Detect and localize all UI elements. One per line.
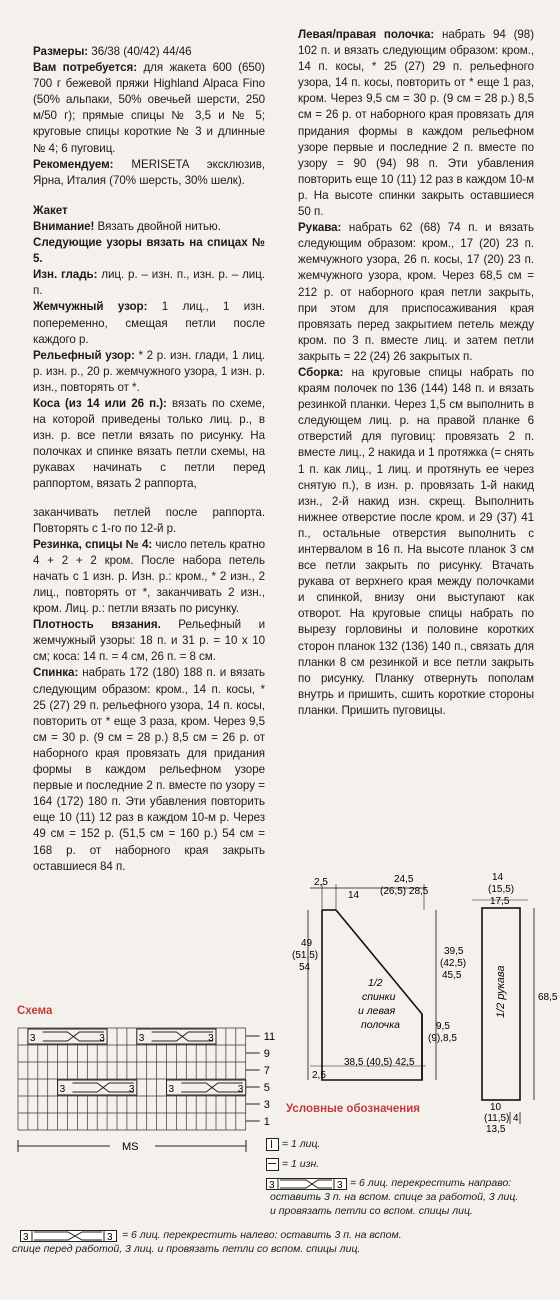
sleeve-label: Рукава: (298, 221, 342, 235)
recommend-value: MERISETA эксклюзив, Ярна, Италия (70% шерсть, 30% шелк). (33, 157, 265, 187)
relief-label: Рельефный узор: (33, 348, 135, 362)
legend-cross-right-text: = 6 лиц. перекрестить направо: оставить 3 п. на вспом. спице за работой, 3 лиц. и провязать петли со вспом. спицы лиц. (270, 1177, 519, 1217)
dim-left-height: 49 (51,5) 54 (292, 938, 319, 973)
dim-top-14: 14 (348, 890, 360, 901)
dim-sleeve-small: 4 (513, 1113, 519, 1124)
cable-cross-cell (58, 1080, 137, 1095)
cell-3-label: 3 (337, 1180, 343, 1191)
sizes-label: Размеры: (33, 45, 89, 58)
knit-symbol-icon (266, 1138, 279, 1151)
body-piece-label: 1/2 спинки и левая полочка (358, 977, 400, 1031)
legend-knit-text: = 1 лиц. (281, 1138, 321, 1150)
front-value: набрать 94 (98) 102 п. и вязать следующим образом: кром., 14 п. косы, * 25 (27) 29 п. рельефного узора, 14 п. косы, повторить от * еще 1 раз, кром. Через 9,5 см = 30 р. (9 см = 28 р.) 8,5 см = 26 р. от наборного края провязать для придания формы в каждом рельефном узоре первые и последние 2 п. вместе по узору = 90 (94) 98 п. Эти убавления повторить еще 10 (11) 12 раз в каждом 10-м р. На высоте спинки закрыть оставшиеся 50 п. (298, 28, 535, 219)
schema-row-number: 7 (263, 1065, 270, 1077)
purl-symbol-icon (266, 1158, 279, 1171)
cell-3-label: 3 (128, 1084, 135, 1095)
relief-value: * 2 р. изн. глади, 1 лиц. р. изн. р., 20 р. жемчужного узора, 1 изн. р. изн., повторять от *. (33, 348, 266, 394)
cell-3-label: 3 (59, 1084, 66, 1095)
cable-cross-cell (28, 1029, 107, 1044)
rapport-label: MS (122, 1141, 139, 1153)
cell-3-label: 3 (29, 1033, 36, 1044)
dim-small-right: 9,5 (9),8,5 (428, 1021, 457, 1044)
dim-sleeve-bottom: 10 (11,5) 13,5 (484, 1102, 510, 1135)
schema-title: Схема (17, 1005, 53, 1017)
cable-cross-cell (167, 1080, 246, 1095)
pearl-label: Жемчужный узор: (33, 300, 148, 314)
cell-3-label: 3 (99, 1033, 105, 1044)
legend-title: Условные обозначения (286, 1103, 421, 1115)
recommend-label: Рекомендуем: (33, 157, 114, 171)
sleeve-value: набрать 62 (68) 74 п. и вязать следующим образом: кром., 17 (20) 23 п. жемчужного узора, 26 п. косы, 17 (20) 23 п. жемчужного узора, кром. Через 68,5 см = 212 р. от наборного края петли закрыть, при этом для приспосаживания края провязать перед закрытием петель между кром. по 3 п. вместе лиц. и затем петли закрыть = 22 (24) 26 закрытых п. (298, 221, 534, 363)
right-text-column (298, 27, 534, 719)
schema-row-number: 3 (263, 1099, 270, 1111)
dim-sleeve-height: 68,5 (538, 992, 558, 1003)
front-label: Левая/правая полочка: (298, 28, 435, 41)
legend-purl-text: = 1 изн. (281, 1158, 320, 1170)
rib-value: число петель кратно 4 + 2 + 2 кром. После набора петель начать с 1 изн. р. Изн. р.: кром., * 2 изн., 2 лиц., повторять от *, заканчивать 2 изн., кром. Лиц. р.: петли вязать по рисунку. (33, 537, 266, 616)
knitting-schema-grid (10, 1024, 276, 1159)
attention-label: Внимание! (33, 219, 95, 233)
assembly-value: на круговые спицы набрать по краям полочек по 136 (144) 148 п. и вязать резинкой планки. Через 1,5 см выполнить в следующем лиц. р. на правой планке 6 отверстий для пуговиц: провязать 2 п. вместе лиц., 2 накида и 1 протяжка (= снять 1 п. как лиц., 1 лиц. и протянуть ее через снятую п.), в изн. р. провязать 1-й накид изн., 2-й накид изн. скрещ. Выполнить нижнее отверстие после кром. и 29 (37) 41 п., остальные отверстия выполнить с интервалом в 16 п. На высоте планок 3 см все петли закрыть по рисунку. Втачать рукава от верхнего края между полочками и спинкой, внизу они выступают как отворот. На круговые спицы набрать по вырезу горловины и половине коротких сторон планок 132 (136) 140 п., связать для планки 8 см резинкой и все петли закрыть по рисунку. Планку отвернуть пополам внутрь и пришить, сшить короткие стороны планки. Пришить пуговицы. (298, 365, 534, 717)
cell-3-label: 3 (23, 1232, 29, 1243)
legend-purl (266, 1157, 319, 1171)
schema-row-number: 9 (263, 1048, 270, 1060)
cable-value-continued: заканчивать петлей после раппорта. Повторять с 1-го по 12-й р. (33, 505, 265, 535)
attention-value: Вязать двойной нитью. (97, 219, 221, 233)
dim-top-width: 24,5 (26,5) 28,5 (380, 874, 429, 897)
dim-sleeve-top: 14 (15,5) 17,5 (488, 872, 515, 907)
schema-row-number: 11 (263, 1031, 276, 1043)
back-value: набрать 172 (180) 188 п. и вязать следующим образом: кром., 14 п. косы, * 25 (27) 29 п. рельефного узора, 14 п. косы, повторить от * еще 3 раза, кром. Через 9,5 см = 30 р. (9 см = 28 р.) 8,5 см = 26 р. от наборного края провязать для придания формы в каждом рельефном узоре первые и последние 2 п. вместе по узору = 164 (172) 180 п. Эти убавления повторить еще 10 (11) 12 раз в каждом 10-м р. Через 49 см = 152 р. (51,5 см = 160 р.) 54 см = 168 р. от наборного края закрыть оставшиеся 84 п. (33, 666, 266, 873)
dim-bottom-left: 2,5 (312, 1070, 326, 1081)
cell-3-label: 3 (269, 1180, 275, 1191)
sleeve-piece-label: 1/2 рукава (495, 965, 507, 1018)
dim-top-left: 2,5 (314, 877, 328, 888)
back-label: Спинка: (33, 666, 79, 680)
legend-knit (266, 1137, 320, 1151)
needed-value: для жакета 600 (650) 700 г бежевой пряжи Highland Alpaca Fino (50% альпаки, 50% овечьей шерсти, 250 м/50 г); прямые спицы № 3,5 и № 5; круговые спицы короткие № 3 и длинные № 4; 6 пуговиц. (33, 61, 265, 155)
cell-3-label: 3 (168, 1084, 175, 1095)
cell-3-label: 3 (138, 1033, 145, 1044)
assembly-label: Сборка: (298, 365, 344, 379)
rib-label: Резинка, спицы № 4: (33, 537, 153, 551)
patterns-note: Следующие узоры вязать на спицах № 5. (33, 236, 265, 266)
cable-cross-cell (137, 1029, 216, 1044)
schema-row-number: 1 (263, 1116, 270, 1128)
left-text-column (33, 44, 265, 875)
pearl-value: 1 лиц., 1 изн. попеременно, смещая петли после каждого р. (33, 300, 266, 346)
stockinette-label: Изн. гладь: (33, 268, 98, 282)
needed-label: Вам потребуется: (33, 61, 138, 75)
dim-bottom-width: 38,5 (40,5) 42,5 (344, 1057, 415, 1068)
gauge-value: Рельефный и жемчужный узоры: 18 п. и 31 р. = 10 х 10 см; коса: 14 п. = 4 см, 26 п. = 8 см. (33, 618, 266, 664)
legend-cross-left-text: = 6 лиц. перекрестить налево: оставить 3 п. на вспом. спице перед работой, 3 лиц. и провязать петли со вспом. спицы лиц. (12, 1229, 402, 1255)
schema-row-number: 5 (263, 1082, 270, 1094)
jacket-title: Жакет (33, 203, 68, 217)
gauge-label: Плотность вязания. (33, 618, 161, 632)
cell-3-label: 3 (208, 1033, 214, 1044)
cable-label: Коса (из 14 или 26 п.): (33, 396, 167, 410)
cell-3-label: 3 (237, 1084, 244, 1095)
sizes-value: 36/38 (40/42) 44/46 (91, 45, 192, 58)
dim-right-height: 39,5 (42,5) 45,5 (440, 946, 467, 981)
stockinette-value: лиц. р. – изн. п., изн. р. – лиц. п. (33, 268, 265, 298)
cable-value: вязать по схеме, на которой приведены только лиц. р., в изн. р. все петли вязать по рисунку. На полочках и спинке вязать петли схемы, на рукавах начинать с петли перед раппортом, вязать 2 раппорта, (33, 396, 265, 491)
cell-3-label: 3 (107, 1232, 113, 1243)
